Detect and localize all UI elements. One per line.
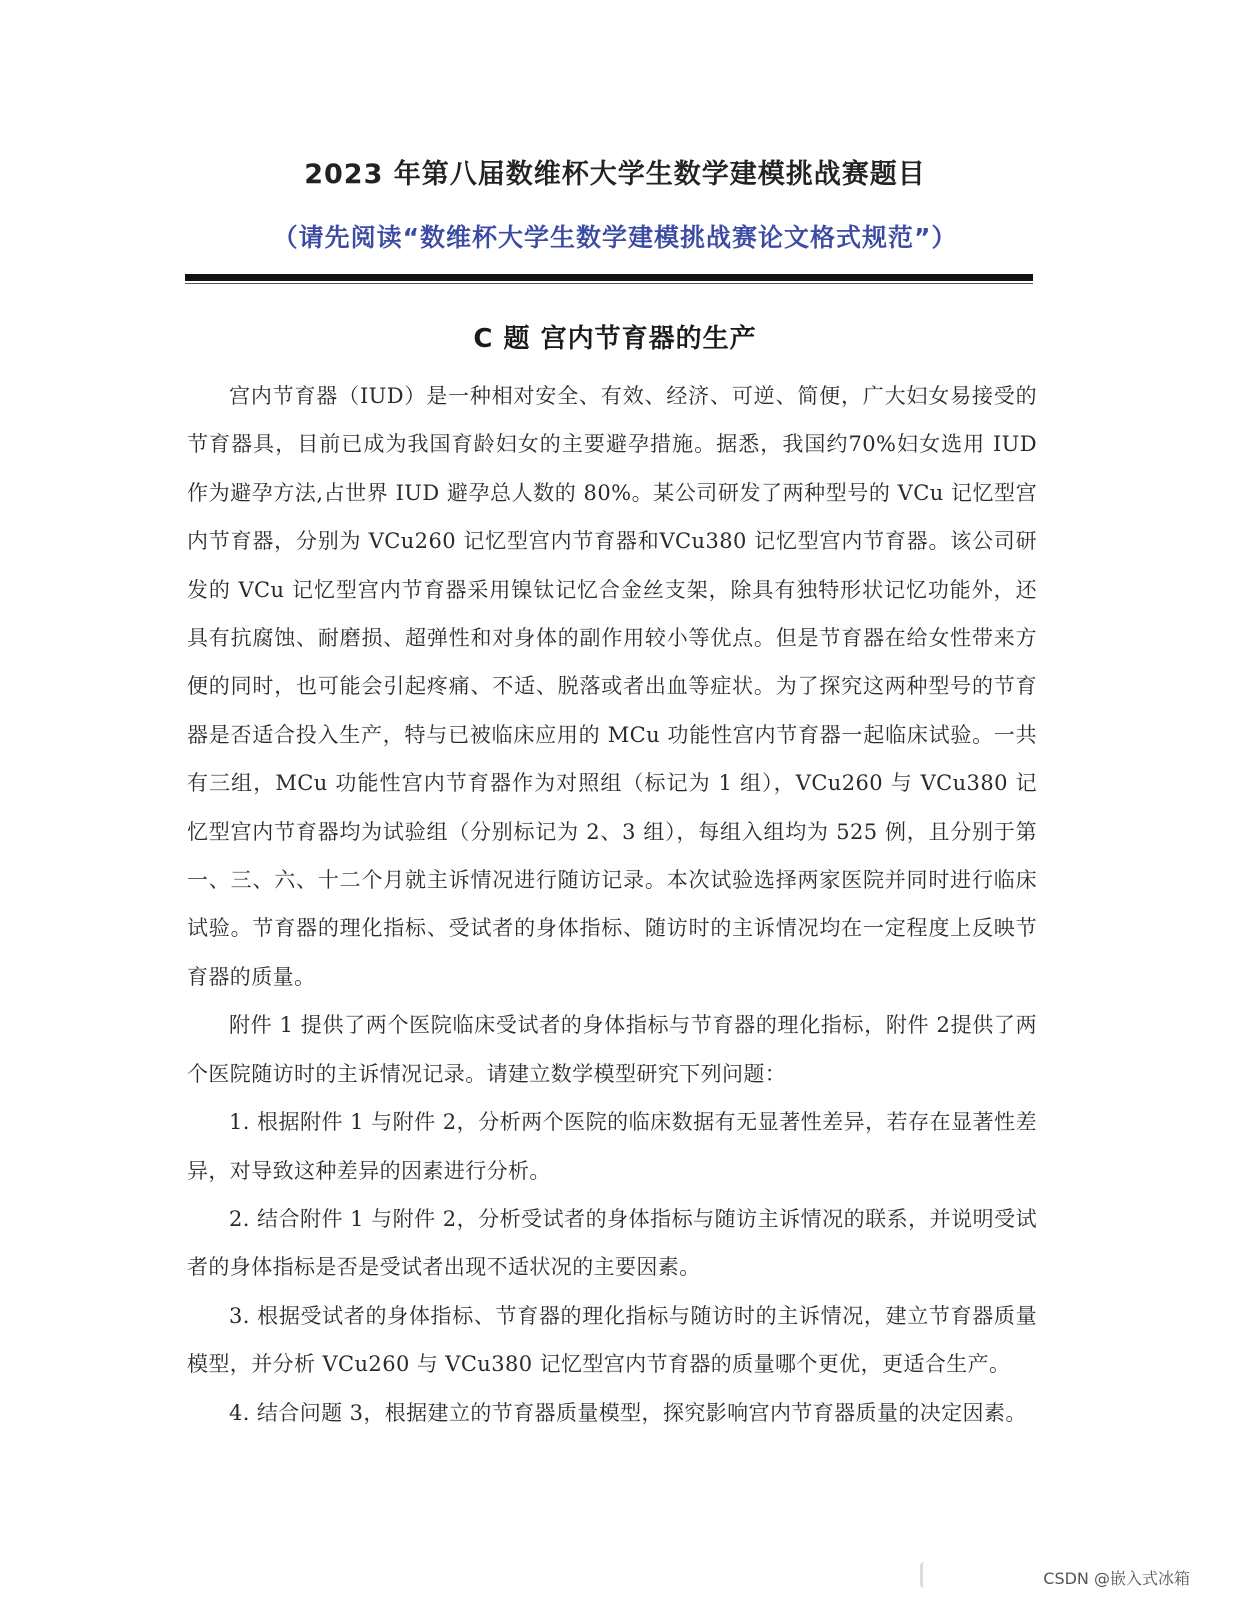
title-divider-thin: [185, 283, 1033, 284]
problem-title: C 题 宫内节育器的生产: [473, 324, 757, 354]
attachments-paragraph: 附件 1 提供了两个医院临床受试者的身体指标与节育器的理化指标，附件 2提供了两个医院随访时的主诉情况记录。请建立数学模型研究下列问题：: [187, 1013, 1037, 1086]
question-4: 4. 结合问题 3，根据建立的节育器质量模型，探究影响宫内节育器质量的决定因素。: [229, 1400, 1027, 1425]
csdn-watermark: CSDN @嵌入式冰箱: [1043, 1569, 1190, 1588]
intro-paragraph: 宫内节育器（IUD）是一种相对安全、有效、经济、可逆、简便，广大妇女易接受的节育器具，目前已成为我国育龄妇女的主要避孕措施。据悉，我国约70%妇女选用 IUD 作为避孕方法,占世界 IUD 避孕总人数的 80%。某公司研发了两种型号的 VCu 记忆型宫内节育器，分别为 VCu260 记忆型宫内节育器和VCu380 记忆型宫内节育器。该公司研发的 VCu 记忆型宫内节育器采用镍钛记忆合金丝支架，除具有独特形状记忆功能外，还具有抗腐蚀、耐磨损、超弹性和对身体的副作用较小等优点。但是节育器在给女性带来方便的同时，也可能会引起疼痛、不适、脱落或者出血等症状。为了探究这两种型号的节育器是否适合投入生产，特与已被临床应用的 MCu 功能性宫内节育器一起临床试验。一共有三组，MCu 功能性宫内节育器作为对照组（标记为 1 组），VCu260 与 VCu380 记忆型宫内节育器均为试验组（分别标记为 2、3 组），每组入组均为 525 例，且分别于第一、三、六、十二个月就主诉情况进行随访记录。本次试验选择两家医院并同时进行临床试验。节育器的理化指标、受试者的身体指标、随访时的主诉情况均在一定程度上反映节育器的质量。: [187, 384, 1037, 989]
title-divider: [185, 274, 1033, 281]
problem-body: [187, 372, 1037, 1437]
question-2: 2. 结合附件 1 与附件 2，分析受试者的身体指标与随访主诉情况的联系，并说明受试者的身体指标是否是受试者出现不适状况的主要因素。: [187, 1206, 1037, 1280]
watermark-logo-icon: [920, 1562, 945, 1588]
question-1: 1. 根据附件 1 与附件 2，分析两个医院的临床数据有无显著性差异，若存在显著性差异，对导致这种差异的因素进行分析。: [187, 1110, 1037, 1183]
question-3: 3. 根据受试者的身体指标、节育器的理化指标与随访时的主诉情况，建立节育器质量模型，并分析 VCu260 与 VCu380 记忆型宫内节育器的质量哪个更优，更适合生产。: [187, 1303, 1037, 1377]
competition-title: 2023 年第八届数维杯大学生数学建模挑战赛题目: [304, 159, 926, 190]
format-notice: （请先阅读“数维杯大学生数学建模挑战赛论文格式规范”）: [272, 223, 958, 252]
